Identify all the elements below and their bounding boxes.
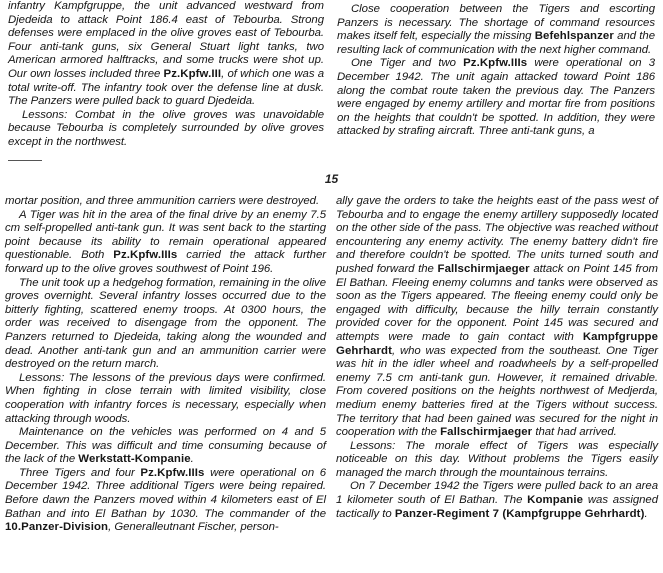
- paragraph: [336, 440, 658, 481]
- paragraph: [336, 480, 658, 521]
- bold-term: Pz.Kpfw.IIIs: [463, 57, 528, 70]
- bottom-right-column: [336, 195, 658, 521]
- text-run: .: [190, 453, 194, 466]
- text-run: carried the attack further forward up to the olive groves southwest of Point 196.: [5, 249, 326, 275]
- bold-term: Kampfgruppe Gehrhardt: [336, 330, 658, 357]
- text-run: The unit took up a hedgehog formation, remaining in the olive groves overnight. Several infantry losses occurred due to the bitterly fighting, scattered enemy troops. At 0300 hours, the order was received to disengage from the opponent. The Panzers returned to Djedeida, taking along the wounded and dead. Another anti-tank gun and an ammunition carrier were destroyed on the return march.: [5, 276, 326, 371]
- text-run: and the resulting lack of communication with the next higher command.: [337, 30, 655, 56]
- paragraph: [8, 0, 324, 109]
- text-run: .: [644, 507, 648, 520]
- paragraph: [5, 467, 326, 535]
- text-run: Close cooperation between the Tigers and escorting Panzers is necessary. The shortage of command resources makes itself felt, especially the missing: [337, 3, 655, 43]
- paragraph: [8, 109, 324, 150]
- text-run: attack on Point 145 from El Bathan. Fleeing enemy columns and tanks were observed as soon as the Tigers appeared. The fleeing enemy could only be engaged with difficulty, because the hilly terrain constantly provided cover for the opponent. Point 145 was secured and attempts were made to gain contact with: [336, 262, 658, 343]
- text-run: was assigned tactically to: [336, 494, 658, 520]
- bold-term: Pz.Kpfw.IIIs: [140, 466, 205, 479]
- text-run: Lessons: The morale effect of Tigers was especially noticeable on this day. Without problems the Tigers easily managed the march through the mountainous terrains.: [336, 439, 658, 479]
- bold-term: Pz.Kpfw.III: [163, 67, 222, 80]
- text-run: that had arrived.: [532, 426, 617, 439]
- text-run: , of which one was a total write-off. The infantry took over the defense line at dusk. The Panzers were pulled back to guard Djedeida.: [8, 67, 324, 108]
- paragraph: [337, 3, 655, 57]
- text-run: infantry Kampfgruppe, the unit advanced westward from Djedeida to attack Point 186.4 east of Tebourba. Strong defenses were emplaced in the olive groves east of Tebourba. Four anti-tank guns, six General Stuart light tanks, two American armored halftracks, and some trucks were shot up. Our own losses included three: [8, 0, 324, 80]
- paragraph: [5, 426, 326, 467]
- text-run: Lessons: Combat in the olive groves was unavoidable because Tebourba is completely surrounded by olive groves except in the northwest.: [8, 108, 324, 148]
- text-run: were operational on 6 December 1942. Three additional Tigers were being repaired. Before dawn the Panzers moved within 4 kilometers east of El Bathan and into El Bathan by 1030. The commander of the: [5, 466, 326, 520]
- bold-term: Befehlspanzer: [534, 30, 614, 43]
- paragraph: [5, 195, 326, 209]
- paragraph: [337, 57, 655, 139]
- bold-term: Pz.Kpfw.IIIs: [113, 249, 178, 262]
- text-run: A Tiger was hit in the area of the final drive by an enemy 7.5 cm self-propelled anti-tank gun. It was sent back to the starting point because its ability to remain operational appeared questionable. Both: [5, 208, 326, 262]
- text-run: mortar position, and three ammunition carriers were destroyed.: [5, 195, 320, 207]
- text-run: were operational on 3 December 1942. The unit again attacked toward Point 186 along the combat route taken the previous day. The Panzers were engaged by enemy artillery and mortar fire from positions on the heights that couldn't be spotted. In addition, they were attacked by strafing aircraft. Three anti-tank guns, a: [337, 57, 655, 138]
- bold-term: Fallschirmjaeger: [437, 262, 530, 275]
- paragraph: [336, 195, 658, 440]
- bold-term: Kompanie: [527, 494, 584, 507]
- text-run: Lessons: The lessons of the previous days were confirmed. When fighting in close terrain with limited visibility, close cooperation with infantry forces is necessary, especially when attacking through woods.: [5, 371, 326, 425]
- top-left-column: [8, 0, 324, 150]
- text-run: One Tiger and two: [351, 57, 464, 70]
- text-run: Maintenance on the vehicles was performed on 4 and 5 December. This was difficult and time consuming because of the lack of the: [5, 426, 326, 466]
- text-run: ally gave the orders to take the heights east of the pass west of Tebourba and to engage the enemy artillery supposedly located on the other side of the pass. The objective was reached without encountering any enemy activity. The enemy battery didn't fire and therefore couldn't be spotted. The units turned south and pushed forward the: [336, 195, 658, 275]
- text-run: , who was expected from the southeast. One Tiger was hit in the idler wheel and roadwheels by a self-propelled enemy 7.5 cm anti-tank gun. However, it remained drivable. From covered positions on the heights northwest of Medjerda, medium enemy batteries fired at the Tigers without success. The territory that had been gained was secured for the night in cooperation with the: [336, 344, 658, 439]
- text-run: , Generalleutnant Fischer, person-: [108, 521, 279, 534]
- footnote-rule: [8, 160, 42, 161]
- bold-term: Fallschirmjaeger: [440, 426, 533, 439]
- paragraph: [5, 277, 326, 372]
- bold-term: Panzer-Regiment 7 (Kampfgruppe Gehrhardt): [394, 507, 645, 520]
- bold-term: Werkstatt-Kompanie: [78, 453, 191, 466]
- bottom-left-column: [5, 195, 326, 535]
- top-right-column: [337, 3, 655, 139]
- paragraph: [5, 372, 326, 426]
- text-run: On 7 December 1942 the Tigers were pulled back to an area 1 kilometer south of El Bathan. The: [336, 480, 658, 507]
- page-number: 15: [324, 172, 339, 186]
- text-run: Three Tigers and four: [19, 466, 141, 479]
- bold-term: 10.Panzer-Division: [5, 521, 109, 534]
- paragraph: [5, 209, 326, 277]
